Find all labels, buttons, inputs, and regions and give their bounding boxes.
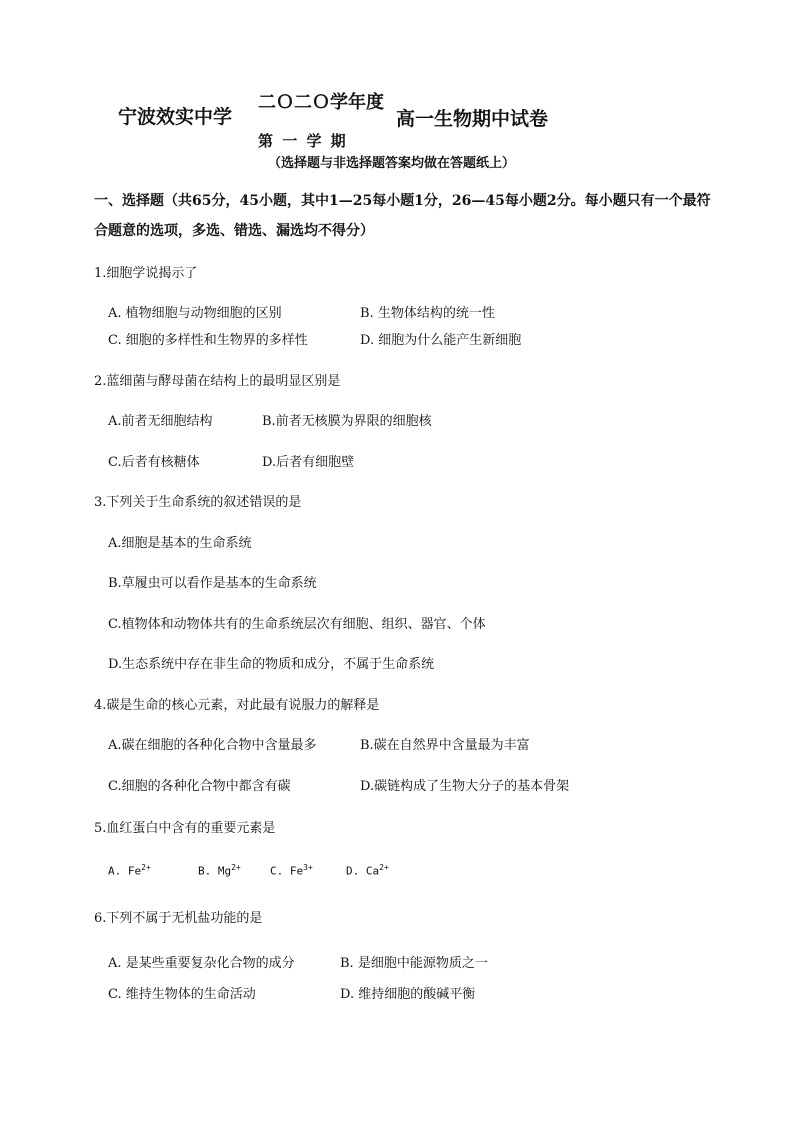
semester: 第 一 学 期	[258, 132, 348, 150]
q6-option-b: B. 是细胞中能源物质之一	[340, 956, 488, 971]
q3-option-c: C.植物体和动物体共有的生命系统层次有细胞、组织、器官、个体	[108, 617, 486, 632]
q6-option-c: C. 维持生物体的生命活动	[108, 987, 256, 1002]
q6-option-a: A. 是某些重要复杂化合物的成分	[108, 956, 295, 971]
q4-option-b: B.碳在自然界中含量最为丰富	[360, 738, 530, 753]
q4-option-c: C.细胞的各种化合物中都含有碳	[108, 779, 291, 794]
section-heading: 一、选择题（共65分，45小题，其中1—25每小题1分，26—45每小题2分。每小题只有一个最符合题意的选项，多选、错选、漏选均不得分）	[94, 193, 711, 239]
academic-year: 二Ｏ二Ｏ学年度	[258, 92, 384, 113]
q4-option-a: A.碳在细胞的各种化合物中含量最多	[108, 738, 317, 753]
q2-option-d: D.后者有细胞壁	[262, 455, 355, 470]
answer-note: （选择题与非选择题答案均做在答题纸上）	[268, 156, 516, 171]
q5-option-a: A. $Fe^{2+}$	[108, 863, 151, 878]
q1-option-d: D. 细胞为什么能产生新细胞	[360, 333, 522, 348]
question-4-stem: 4.碳是生命的核心元素，对此最有说服力的解释是	[94, 698, 380, 713]
q3-option-b: B.草履虫可以看作是基本的生命系统	[108, 576, 317, 591]
question-1-stem: 1.细胞学说揭示了	[94, 266, 198, 281]
q5-option-d: D. $Ca^{2+}$	[346, 863, 389, 878]
q1-option-a: A. 植物细胞与动物细胞的区别	[108, 306, 282, 321]
school-name: 宁波效实中学	[118, 106, 233, 128]
exam-title: 高一生物期中试卷	[396, 108, 549, 130]
question-2-stem: 2.蓝细菌与酵母菌在结构上的最明显区别是	[94, 374, 341, 389]
q4-option-d: D.碳链构成了生物大分子的基本骨架	[360, 779, 570, 794]
q3-option-d: D.生态系统中存在非生命的物质和成分，不属于生命系统	[108, 657, 435, 672]
question-3-stem: 3.下列关于生命系统的叙述错误的是	[94, 495, 302, 510]
q5-option-b: B. $Mg^{2+}$	[198, 863, 241, 878]
q5-option-c: C. $Fe^{3+}$	[270, 863, 313, 878]
question-6-stem: 6.下列不属于无机盐功能的是	[94, 911, 263, 926]
question-5-stem: 5.血红蛋白中含有的重要元素是	[94, 821, 276, 836]
q2-option-a: A.前者无细胞结构	[108, 414, 213, 429]
q3-option-a: A.细胞是基本的生命系统	[108, 536, 252, 551]
q1-option-c: C. 细胞的多样性和生物界的多样性	[108, 333, 308, 348]
q1-option-b: B. 生物体结构的统一性	[360, 306, 495, 321]
q2-option-b: B.前者无核膜为界限的细胞核	[262, 414, 432, 429]
q6-option-d: D. 维持细胞的酸碱平衡	[340, 987, 476, 1002]
q2-option-c: C.后者有核糖体	[108, 455, 200, 470]
